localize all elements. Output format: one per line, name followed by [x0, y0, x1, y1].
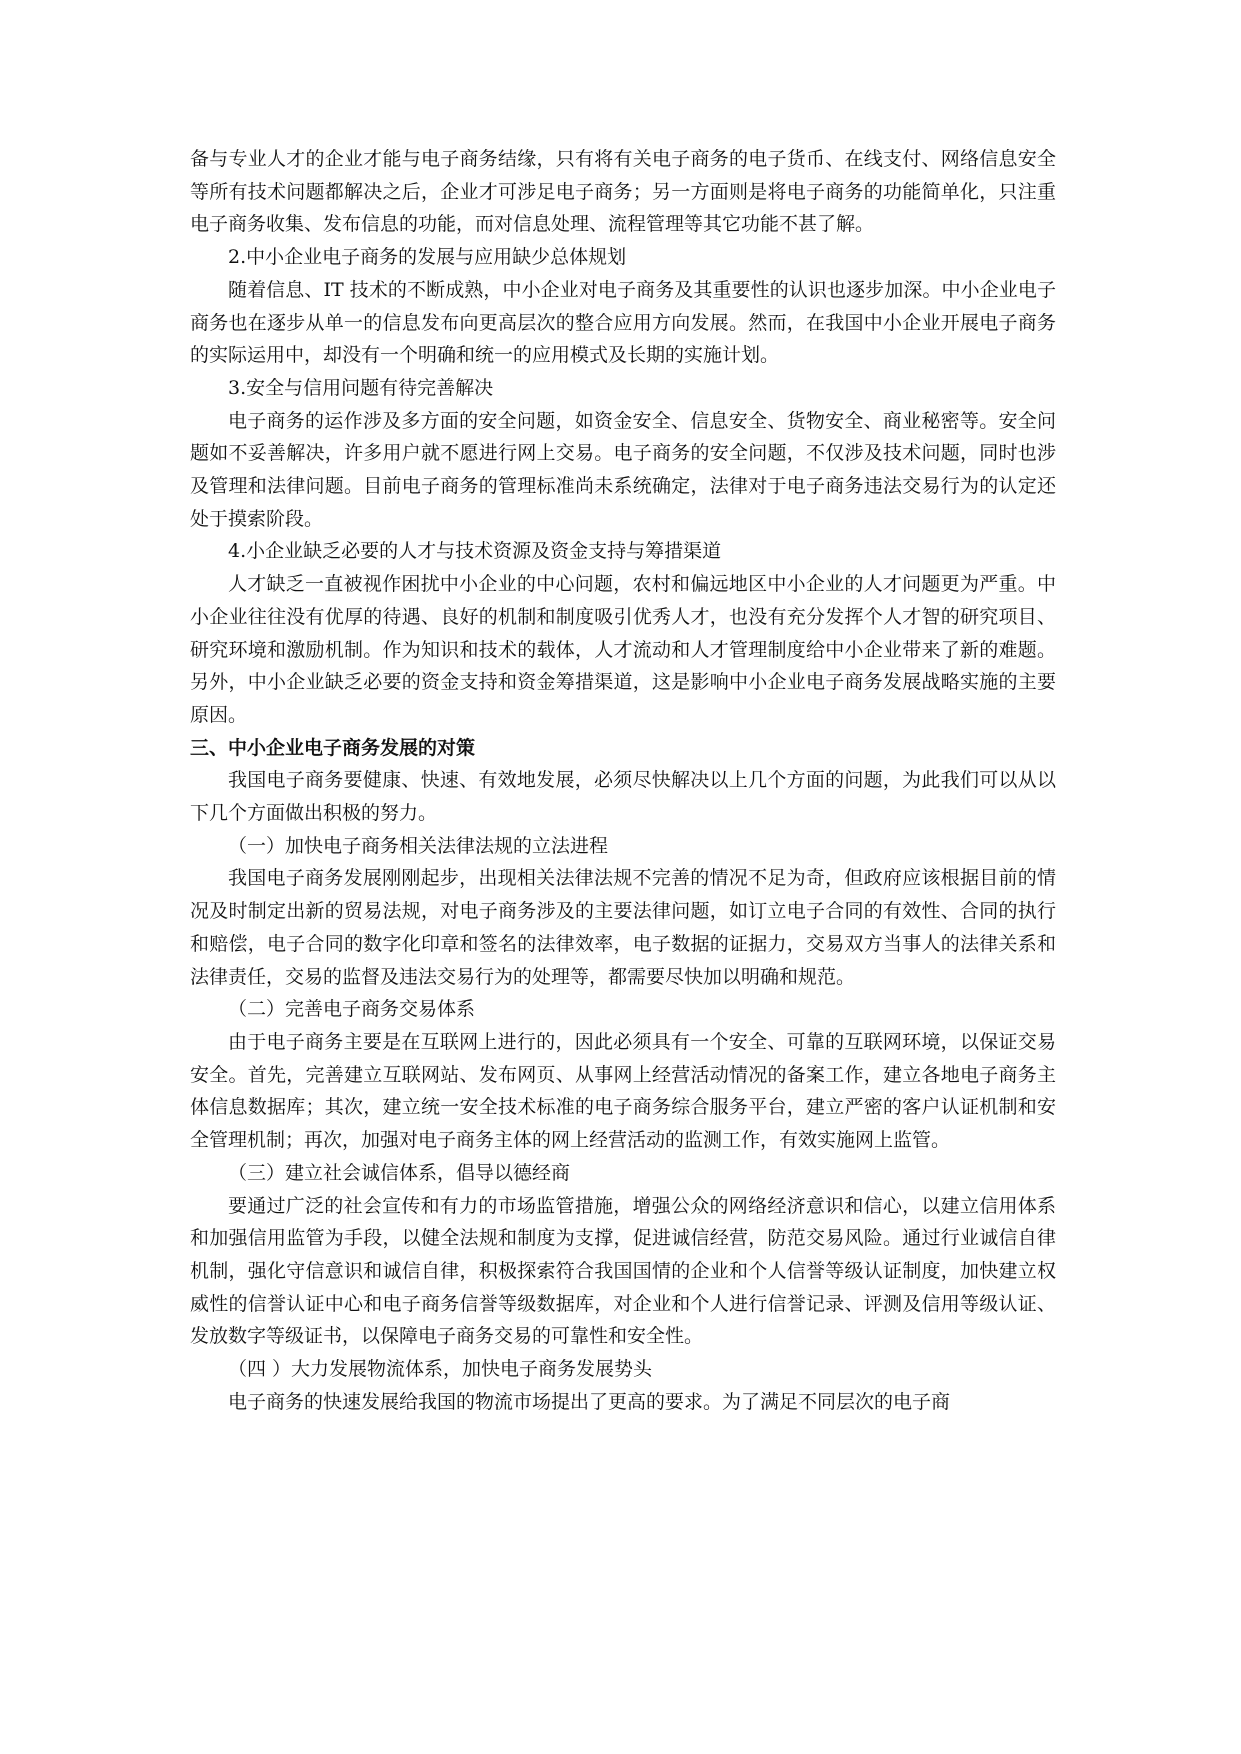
subheading-4-policy: （四 ）大力发展物流体系，加快电子商务发展势头: [228, 1358, 653, 1381]
paragraph: 随着信息、IT 技术的不断成熟，中小企业对电子商务及其重要性的认识也逐步加深。中小企业电子商务也在逐步从单一的信息发布向更高层次的整合应用方向发展。然而，在我国中小企业开展电子商务的实际运用中，却没有一个明确和统一的应用模式及长期的实施计划。: [190, 278, 1056, 367]
document-page: [190, 143, 1056, 1418]
paragraph-continuation: 备与专业人才的企业才能与电子商务结缘，只有将有关电子商务的电子货币、在线支付、网络信息安全等所有技术问题都解决之后，企业才可涉足电子商务；另一方面则是将电子商务的功能简单化，只注重电子商务收集、发布信息的功能，而对信息处理、流程管理等其它功能不甚了解。: [190, 148, 1056, 236]
subheading-2-policy: （二）完善电子商务交易体系: [228, 998, 476, 1021]
subheading-3: 3.安全与信用问题有待完善解决: [228, 376, 494, 399]
section-heading: 三、中小企业电子商务发展的对策: [190, 736, 476, 759]
subheading-3-policy: （三）建立社会诚信体系，倡导以德经商: [228, 1161, 571, 1184]
paragraph: 我国电子商务要健康、快速、有效地发展，必须尽快解决以上几个方面的问题，为此我们可以从以下几个方面做出积极的努力。: [190, 769, 1056, 825]
paragraph: 电子商务的快速发展给我国的物流市场提出了更高的要求。为了满足不同层次的电子商: [228, 1390, 951, 1413]
subheading-4: 4.小企业缺乏必要的人才与技术资源及资金支持与筹措渠道: [228, 540, 722, 563]
paragraph: 要通过广泛的社会宣传和有力的市场监管措施，增强公众的网络经济意识和信心，以建立信用体系和加强信用监管为手段，以健全法规和制度为支撑，促进诚信经营，防范交易风险。通过行业诚信自律机制，强化守信意识和诚信自律，积极探索符合我国国情的企业和个人信誉等级认证制度，加快建立权威性的信誉认证中心和电子商务信誉等级数据库，对企业和个人进行信誉记录、评测及信用等级认证、发放数字等级证书，以保障电子商务交易的可靠性和安全性。: [190, 1194, 1056, 1348]
paragraph: 我国电子商务发展刚刚起步，出现相关法律法规不完善的情况不足为奇，但政府应该根据目前的情况及时制定出新的贸易法规，对电子商务涉及的主要法律问题，如订立电子合同的有效性、合同的执行和赔偿，电子合同的数字化印章和签名的法律效率，电子数据的证据力，交易双方当事人的法律关系和法律责任，交易的监督及违法交易行为的处理等，都需要尽快加以明确和规范。: [190, 867, 1056, 988]
paragraph: 由于电子商务主要是在互联网上进行的，因此必须具有一个安全、可靠的互联网环境，以保证交易安全。首先，完善建立互联网站、发布网页、从事网上经营活动情况的备案工作，建立各地电子商务主体信息数据库；其次，建立统一安全技术标准的电子商务综合服务平台，建立严密的客户认证机制和安全管理机制；再次，加强对电子商务主体的网上经营活动的监测工作，有效实施网上监管。: [190, 1030, 1056, 1152]
subheading-2: 2.中小企业电子商务的发展与应用缺少总体规划: [228, 246, 627, 269]
paragraph: 人才缺乏一直被视作困扰中小企业的中心问题，农村和偏远地区中小企业的人才问题更为严重。中小企业往往没有优厚的待遇、良好的机制和制度吸引优秀人才，也没有充分发挥个人才智的研究项目、研究环境和激励机制。作为知识和技术的载体，人才流动和人才管理制度给中小企业带来了新的难题。另外，中小企业缺乏必要的资金支持和资金筹措渠道，这是影响中小企业电子商务发展战略实施的主要原因。: [190, 573, 1056, 726]
paragraph: 电子商务的运作涉及多方面的安全问题，如资金安全、信息安全、货物安全、商业秘密等。安全问题如不妥善解决，许多用户就不愿进行网上交易。电子商务的安全问题，不仅涉及技术问题，同时也涉及管理和法律问题。目前电子商务的管理标准尚未系统确定，法律对于电子商务违法交易行为的认定还处于摸索阶段。: [190, 409, 1056, 530]
subheading-1: （一）加快电子商务相关法律法规的立法进程: [228, 834, 609, 857]
